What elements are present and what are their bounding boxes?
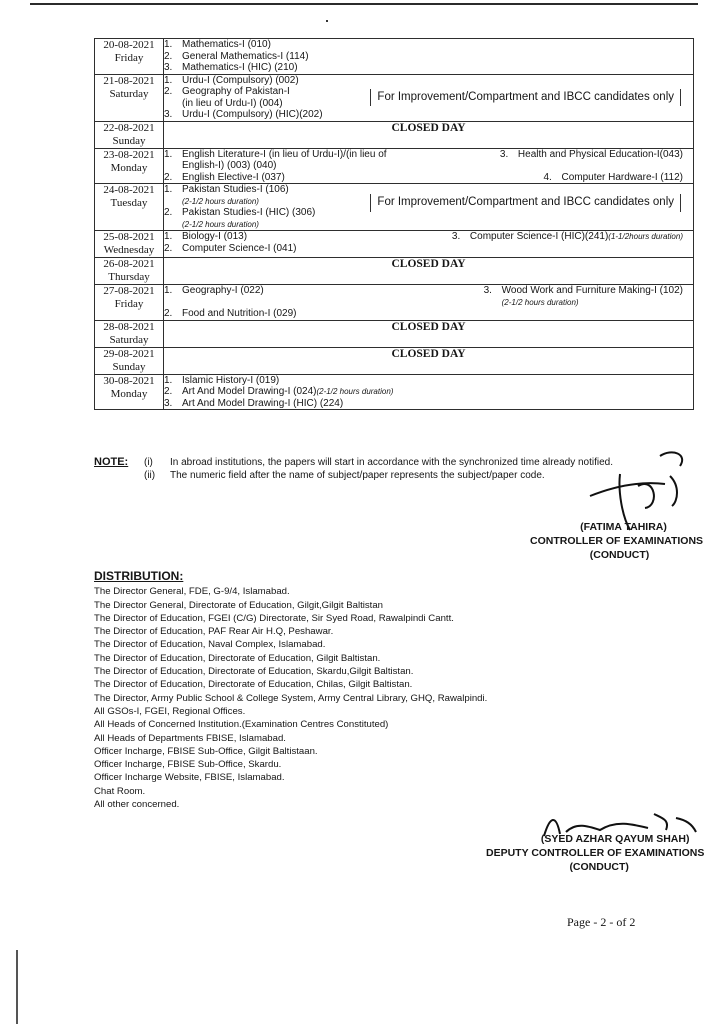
paper-title: Computer Hardware-I (112): [561, 171, 683, 183]
schedule-date-cell: [95, 285, 164, 321]
distribution-item: All Heads of Departments FBISE, Islamabad.: [94, 732, 286, 744]
paper-item: [164, 172, 285, 184]
paper-title: Geography-I (022): [182, 285, 264, 296]
schedule-date-cell: [95, 320, 164, 347]
distribution-list: [94, 585, 487, 811]
distribution-section: [94, 570, 487, 811]
paper-number: 3.: [451, 231, 461, 242]
paper-line: [164, 308, 693, 320]
paper-item: [164, 308, 297, 320]
paper-title: Art And Model Drawing-I (024): [182, 386, 317, 397]
distribution-item: Officer Incharge, FBISE Sub-Office, Gilgit Baltistaan.: [94, 745, 318, 757]
schedule-day: Friday: [114, 298, 144, 310]
closed-day-label: CLOSED DAY: [391, 121, 466, 134]
schedule-day: Saturday: [109, 333, 149, 346]
paper-title: Wood Work and Furniture Making-I (102): [501, 285, 683, 296]
paper-item: [164, 39, 271, 51]
paper-title: Health and Physical Education-I(043): [517, 148, 683, 160]
paper-line: [164, 375, 693, 387]
paper-item: [164, 51, 309, 63]
schedule-date-cell: [95, 121, 164, 148]
notes-label: NOTE:: [94, 456, 129, 468]
paper-number: 3.: [164, 397, 173, 409]
paper-line: [164, 39, 693, 51]
distribution-item: All other concerned.: [94, 799, 180, 811]
schedule-date-cell: [95, 148, 164, 184]
schedule-date: 30-08-2021: [103, 374, 155, 387]
schedule-content-cell: [164, 74, 694, 121]
paper-number: 2.: [164, 242, 173, 254]
paper-item: [500, 149, 683, 161]
schedule-day: Monday: [110, 387, 148, 400]
schedule-content-cell: [164, 39, 694, 75]
schedule-row: [95, 258, 694, 285]
notes-section: [94, 456, 613, 482]
paper-title: Islamic History-I (019): [182, 374, 280, 386]
paper-line: [164, 51, 693, 63]
schedule-day: Friday: [114, 52, 144, 64]
distribution-item: All Heads of Concerned Institution.(Examination Centres Constituted): [94, 719, 389, 731]
schedule-content-cell: [164, 285, 694, 321]
schedule-row: [95, 285, 694, 321]
schedule-date: 21-08-2021: [103, 74, 155, 87]
schedule-row: [95, 74, 694, 121]
paper-number: 1.: [164, 285, 173, 296]
paper-item: [543, 172, 683, 184]
paper-line: [164, 172, 693, 184]
signatory-controller: (FATIMA TAHIRA) CONTROLLER OF EXAMINATIONS (CONDUCT): [530, 521, 704, 561]
paper-duration: (2-1/2 hours duration): [182, 196, 259, 206]
distribution-item: The Director, Army Public School & College System, Army Central Library, GHQ, Rawalpindi.: [94, 692, 488, 704]
schedule-content-cell: [164, 121, 694, 148]
paper-title-cont: (in lieu of Urdu-I) (004): [182, 97, 283, 109]
scan-edge-mark: [16, 950, 18, 1024]
schedule-date: 26-08-2021: [103, 258, 155, 270]
schedule-day: Thursday: [108, 271, 150, 283]
schedule-row: [95, 39, 694, 75]
schedule-day: Monday: [110, 161, 148, 174]
distribution-item: The Director General, Directorate of Education, Gilgit,Gilgit Baltistan: [94, 599, 384, 611]
schedule-date: 27-08-2021: [103, 285, 155, 297]
paper-item: [164, 285, 264, 297]
schedule-day: Saturday: [109, 87, 149, 100]
paper-item: [164, 109, 323, 121]
schedule-date-cell: [95, 347, 164, 374]
schedule-row: [95, 320, 694, 347]
paper-number: 1.: [164, 374, 173, 386]
paper-title: Mathematics-I (HIC) (210): [182, 62, 298, 73]
distribution-item: The Director of Education, FGEI (C/G) Directorate, Sir Syed Road, Rawalpindi Cantt.: [94, 612, 454, 624]
paper-line: [164, 386, 693, 398]
note-line-2: (ii) The numeric field after the name of subject/paper represents the subject/paper code.: [144, 469, 545, 481]
schedule-content-cell: [164, 148, 694, 184]
schedule-day: Wednesday: [103, 244, 155, 256]
paper-item: [164, 62, 298, 74]
paper-title: Pakistan Studies-I (HIC) (306): [182, 207, 316, 218]
top-border-line: [30, 3, 698, 5]
paper-duration: (2-1/2 hours duration): [501, 297, 579, 307]
schedule-content-cell: [164, 320, 694, 347]
paper-item: [164, 207, 315, 230]
schedule-day: Sunday: [112, 134, 146, 147]
paper-item: [164, 375, 279, 387]
schedule-row: [95, 121, 694, 148]
distribution-item: All GSOs-I, FGEI, Regional Offices.: [94, 705, 246, 717]
paper-title: General Mathematics-I (114): [182, 50, 309, 62]
paper-duration: (2-1/2 hours duration): [182, 219, 259, 229]
schedule-date: 29-08-2021: [103, 347, 155, 360]
paper-line: [164, 62, 693, 74]
schedule-row: [95, 347, 694, 374]
schedule-date: 24-08-2021: [103, 184, 155, 196]
schedule-row: [95, 231, 694, 258]
paper-number: 1.: [164, 39, 173, 50]
paper-number: 2.: [164, 86, 173, 97]
schedule-content-cell: [164, 184, 694, 231]
paper-number: 2.: [164, 50, 173, 62]
paper-number: 4.: [543, 171, 552, 183]
paper-number: 3.: [499, 148, 509, 160]
schedule-row: [95, 148, 694, 184]
paper-duration: (1-1/2hours duration): [608, 232, 683, 241]
schedule-date: 25-08-2021: [103, 231, 155, 243]
schedule-date: 28-08-2021: [103, 320, 155, 333]
paper-item: [452, 231, 683, 243]
paper-number: 2.: [164, 171, 173, 183]
schedule-day: Tuesday: [110, 197, 148, 209]
schedule-date-cell: [95, 39, 164, 75]
distribution-item: The Director of Education, Naval Complex, Islamabad.: [94, 639, 326, 651]
paper-title: Food and Nutrition-I (029): [182, 308, 297, 319]
paper-title: English Elective-I (037): [182, 171, 285, 183]
distribution-item: Chat Room.: [94, 785, 146, 797]
closed-day-label: CLOSED DAY: [391, 347, 466, 360]
schedule-date: 22-08-2021: [103, 121, 155, 134]
signatory-deputy-controller: (SYED AZHAR QAYUM SHAH) DEPUTY CONTROLLER OF EXAMINATIONS (CONDUCT): [486, 833, 705, 873]
closed-day-label: CLOSED DAY: [391, 320, 466, 333]
paper-number: 1.: [164, 231, 173, 242]
schedule-date: 23-08-2021: [103, 148, 155, 161]
paper-title-cont: English-I) (003) (040): [182, 160, 277, 171]
paper-line: [164, 398, 693, 410]
note-line-1: NOTE: (i) In abroad institutions, the papers will start in accordance with the synchronized time already notified.: [94, 456, 614, 468]
page-number: Page - 2 - of 2: [567, 915, 636, 929]
improvement-note: For Improvement/Compartment and IBCC candidates only: [370, 194, 681, 212]
paper-number: 2.: [164, 207, 173, 218]
distribution-item: The Director of Education, Directorate of Education, Chilas, Gilgit Baltistan.: [94, 679, 413, 691]
schedule-day: Sunday: [112, 360, 146, 373]
paper-title: Art And Model Drawing-I (HIC) (224): [182, 397, 344, 409]
paper-item: [164, 184, 289, 207]
paper-line: [164, 243, 693, 255]
paper-title: Mathematics-I (010): [182, 39, 271, 50]
paper-item: [164, 86, 290, 109]
paper-number: 2.: [164, 308, 173, 319]
schedule-content-cell: [164, 374, 694, 410]
paper-line: [164, 231, 693, 243]
paper-title: Pakistan Studies-I (106): [182, 184, 289, 195]
schedule-row: [95, 374, 694, 410]
paper-duration: (2-1/2 hours duration): [316, 387, 394, 396]
paper-line: [164, 75, 693, 87]
schedule-date-cell: [95, 74, 164, 121]
schedule-row: [95, 184, 694, 231]
paper-line: [164, 109, 693, 121]
schedule-content-cell: [164, 258, 694, 285]
scan-dot: [326, 20, 328, 22]
improvement-note: For Improvement/Compartment and IBCC candidates only: [370, 89, 681, 107]
paper-number: 1.: [164, 148, 173, 160]
paper-number: 3.: [164, 62, 173, 73]
paper-title: Geography of Pakistan-I: [182, 86, 290, 97]
paper-number: 1.: [164, 74, 173, 86]
distribution-heading: DISTRIBUTION:: [94, 569, 184, 583]
distribution-item: Officer Incharge, FBISE Sub-Office, Skardu.: [94, 759, 282, 771]
paper-number: 1.: [164, 184, 173, 195]
paper-item: [164, 231, 247, 243]
paper-item: [164, 149, 387, 172]
closed-day-label: CLOSED DAY: [391, 258, 466, 270]
paper-number: 3.: [483, 285, 492, 296]
paper-line: [164, 149, 693, 172]
paper-item: [484, 285, 683, 308]
paper-title: Urdu-I (Compulsory) (002): [182, 74, 299, 86]
distribution-item: The Director of Education, Directorate of Education, Skardu,Gilgit Baltistan.: [94, 666, 414, 678]
paper-title: Computer Science-I (041): [182, 242, 297, 254]
schedule-date: 20-08-2021: [103, 39, 155, 51]
paper-title: English Literature-I (in lieu of Urdu-I)/(in lieu of: [182, 148, 387, 160]
paper-number: 3.: [164, 109, 173, 120]
distribution-item: The Director General, FDE, G-9/4, Islamabad.: [94, 586, 290, 598]
exam-schedule-table: [94, 38, 694, 410]
schedule-date-cell: [95, 258, 164, 285]
schedule-date-cell: [95, 374, 164, 410]
paper-item: [164, 75, 299, 87]
paper-title: Biology-I (013): [182, 231, 248, 242]
schedule-date-cell: [95, 184, 164, 231]
distribution-item: Officer Incharge Website, FBISE, Islamabad.: [94, 772, 285, 784]
schedule-content-cell: [164, 231, 694, 258]
distribution-item: The Director of Education, PAF Rear Air H.Q, Peshawar.: [94, 626, 334, 638]
schedule-date-cell: [95, 231, 164, 258]
paper-item: [164, 386, 393, 398]
paper-number: 2.: [164, 386, 173, 397]
paper-line: [164, 285, 693, 308]
paper-item: [164, 243, 297, 255]
paper-item: [164, 398, 343, 410]
distribution-item: The Director of Education, Directorate of Education, Gilgit Baltistan.: [94, 652, 381, 664]
schedule-content-cell: [164, 347, 694, 374]
paper-title: Urdu-I (Compulsory) (HIC)(202): [182, 109, 323, 120]
paper-title: Computer Science-I (HIC)(241): [469, 231, 609, 242]
